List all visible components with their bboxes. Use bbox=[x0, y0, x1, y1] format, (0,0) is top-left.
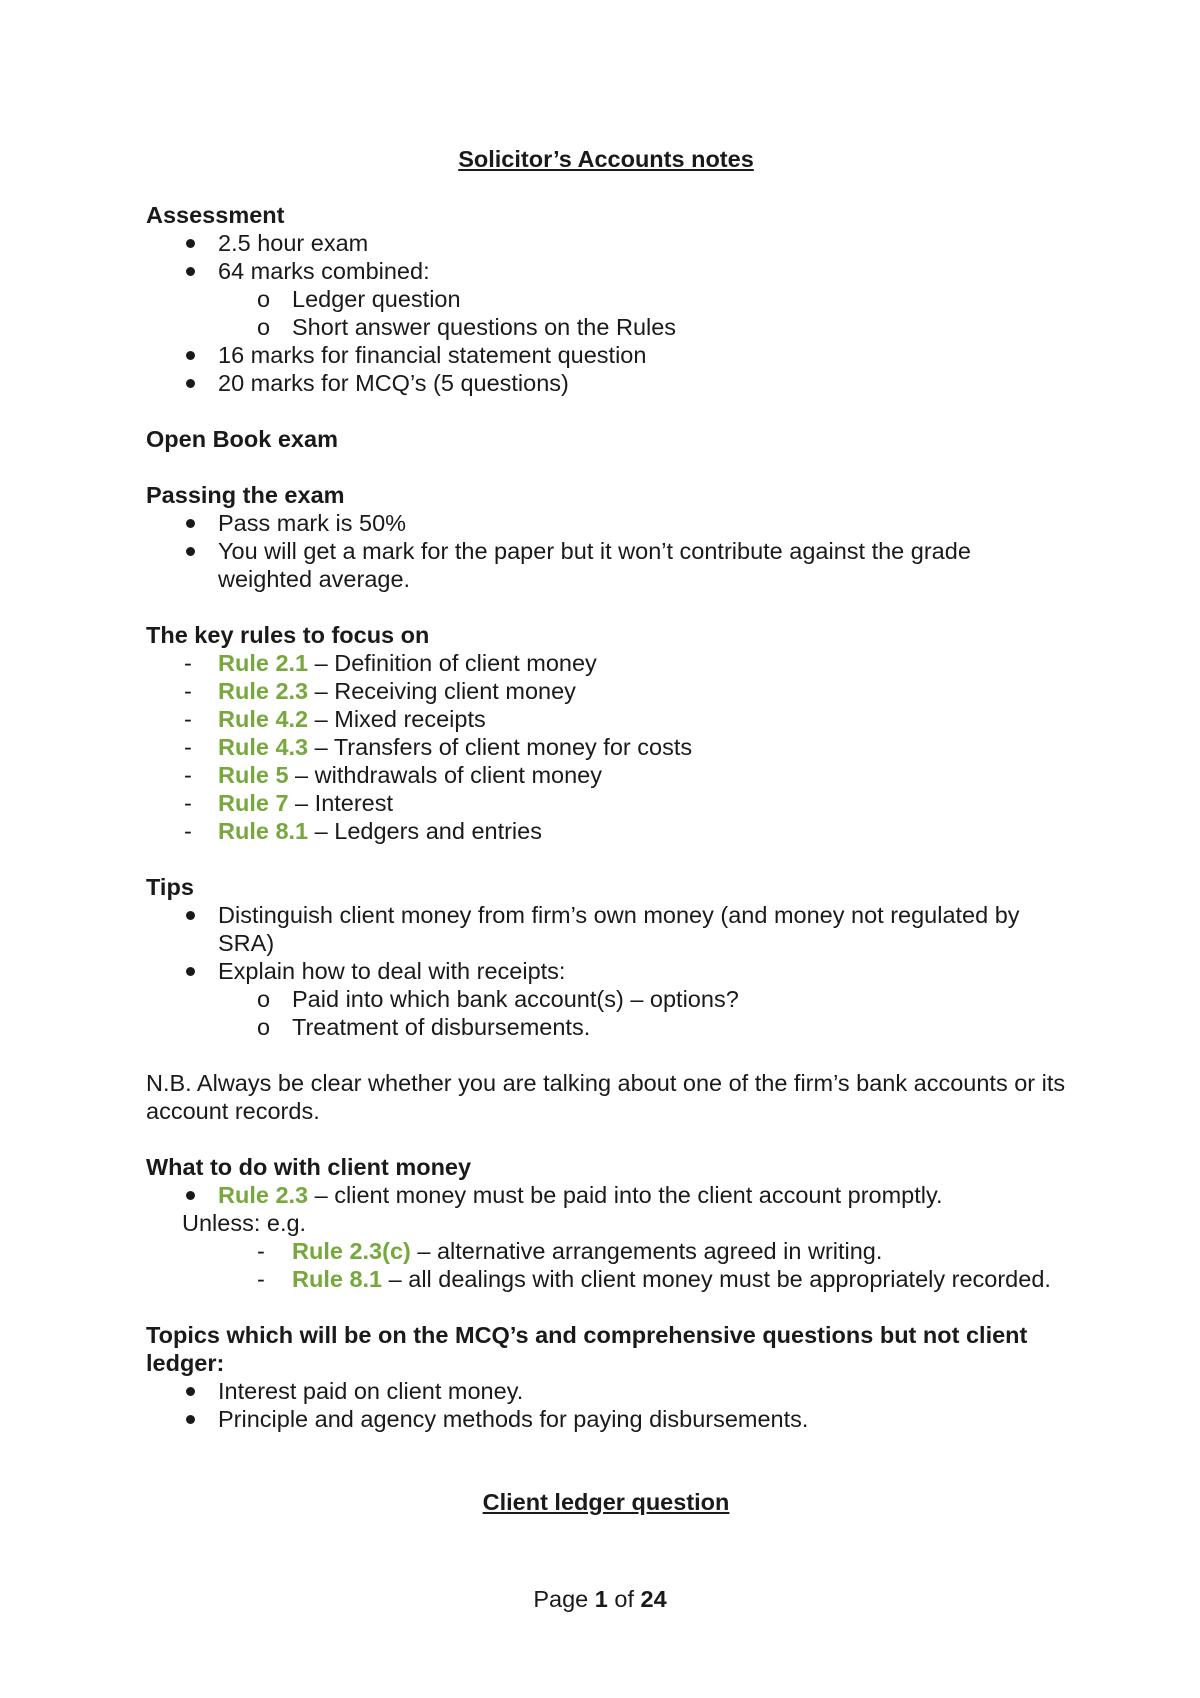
bullet-icon bbox=[186, 1191, 195, 1200]
bullet-icon bbox=[186, 1387, 195, 1396]
assessment-list bbox=[146, 229, 1066, 285]
list-item: o Paid into which bank account(s) – options? bbox=[257, 986, 739, 1012]
passing-heading: Passing the exam bbox=[146, 482, 345, 508]
list-item: 64 marks combined: bbox=[146, 257, 1066, 285]
list-item: - Rule 7 – Interest bbox=[184, 790, 394, 816]
list-item: - Rule 2.1 – Definition of client money bbox=[184, 650, 597, 676]
list-item: Rule 2.3 – client money must be paid into the client account promptly. bbox=[146, 1181, 1066, 1209]
list-item: Interest paid on client money. bbox=[146, 1377, 1066, 1405]
sub-bullet-icon: o bbox=[257, 986, 271, 1012]
footer-of-word: of bbox=[614, 1586, 634, 1612]
passing-list bbox=[146, 509, 1066, 593]
sub-bullet-icon: o bbox=[257, 1014, 271, 1040]
list-item: Distinguish client money from firm’s own money (and money not regulated by SRA) bbox=[146, 901, 1066, 957]
sub-bullet-icon: o bbox=[257, 286, 271, 312]
bullet-icon bbox=[186, 239, 195, 248]
open-book-heading: Open Book exam bbox=[146, 426, 338, 452]
list-item: Principle and agency methods for paying disbursements. bbox=[146, 1405, 1066, 1433]
bullet-icon bbox=[186, 379, 195, 388]
list-item: - Rule 4.2 – Mixed receipts bbox=[184, 706, 486, 732]
dash-icon: - bbox=[184, 678, 192, 704]
dash-icon: - bbox=[184, 790, 192, 816]
dash-icon: - bbox=[184, 818, 192, 844]
bullet-icon bbox=[186, 1415, 195, 1424]
client-money-sublist bbox=[146, 1237, 1066, 1293]
key-rules-list bbox=[146, 649, 1066, 845]
dash-icon: - bbox=[257, 1266, 265, 1292]
list-item: o Short answer questions on the Rules bbox=[257, 314, 677, 340]
assessment-sublist bbox=[146, 285, 1066, 341]
bullet-icon bbox=[186, 519, 195, 528]
list-item: - Rule 2.3(c) – alternative arrangements agreed in writing. bbox=[257, 1238, 883, 1264]
dash-icon: - bbox=[184, 706, 192, 732]
list-item: - Rule 8.1 – Ledgers and entries bbox=[184, 818, 542, 844]
list-item: You will get a mark for the paper but it won’t contribute against the grade weighted average. bbox=[146, 537, 1066, 593]
assessment-heading: Assessment bbox=[146, 202, 285, 228]
footer-page-number: 1 bbox=[594, 1586, 608, 1612]
list-item: Explain how to deal with receipts: bbox=[146, 957, 1066, 985]
page-footer bbox=[0, 1585, 1200, 1613]
bullet-icon bbox=[186, 267, 195, 276]
sub-bullet-icon: o bbox=[257, 314, 271, 340]
list-item: - Rule 8.1 – all dealings with client money must be appropriately recorded. bbox=[257, 1266, 1051, 1292]
section-title: Client ledger question bbox=[482, 1489, 730, 1515]
list-item: o Ledger question bbox=[257, 286, 461, 312]
dash-icon: - bbox=[184, 762, 192, 788]
bullet-icon bbox=[186, 967, 195, 976]
list-item: o Treatment of disbursements. bbox=[257, 1014, 591, 1040]
list-item: - Rule 2.3 – Receiving client money bbox=[184, 678, 576, 704]
tips-list bbox=[146, 901, 1066, 985]
dash-icon: - bbox=[257, 1238, 265, 1264]
tips-sublist bbox=[146, 985, 1066, 1041]
topics-heading: Topics which will be on the MCQ’s and comprehensive questions but not client ledger: bbox=[146, 1322, 1028, 1376]
list-item: 2.5 hour exam bbox=[146, 229, 1066, 257]
bullet-icon bbox=[186, 911, 195, 920]
document-title: Solicitor’s Accounts notes bbox=[458, 146, 754, 172]
list-item: - Rule 4.3 – Transfers of client money for costs bbox=[184, 734, 693, 760]
key-rules-heading: The key rules to focus on bbox=[146, 622, 430, 648]
list-item: Pass mark is 50% bbox=[146, 509, 1066, 537]
list-item: - Rule 5 – withdrawals of client money bbox=[184, 762, 603, 788]
list-item: 20 marks for MCQ’s (5 questions) bbox=[146, 369, 1066, 397]
topics-list bbox=[146, 1377, 1066, 1433]
unless-text: Unless: e.g. bbox=[182, 1210, 307, 1236]
footer-page-word: Page bbox=[533, 1586, 589, 1612]
dash-icon: - bbox=[184, 650, 192, 676]
dash-icon: - bbox=[184, 734, 192, 760]
bullet-icon bbox=[186, 547, 195, 556]
nb-paragraph: N.B. Always be clear whether you are talking about one of the firm’s bank accounts or its account records. bbox=[146, 1070, 1066, 1124]
document-page bbox=[146, 145, 1066, 1516]
client-money-heading: What to do with client money bbox=[146, 1154, 472, 1180]
client-money-list bbox=[146, 1181, 1066, 1209]
list-item: 16 marks for financial statement question bbox=[146, 341, 1066, 369]
bullet-icon bbox=[186, 351, 195, 360]
tips-heading: Tips bbox=[146, 874, 194, 900]
assessment-list-continued bbox=[146, 341, 1066, 397]
footer-total-pages: 24 bbox=[640, 1586, 667, 1612]
